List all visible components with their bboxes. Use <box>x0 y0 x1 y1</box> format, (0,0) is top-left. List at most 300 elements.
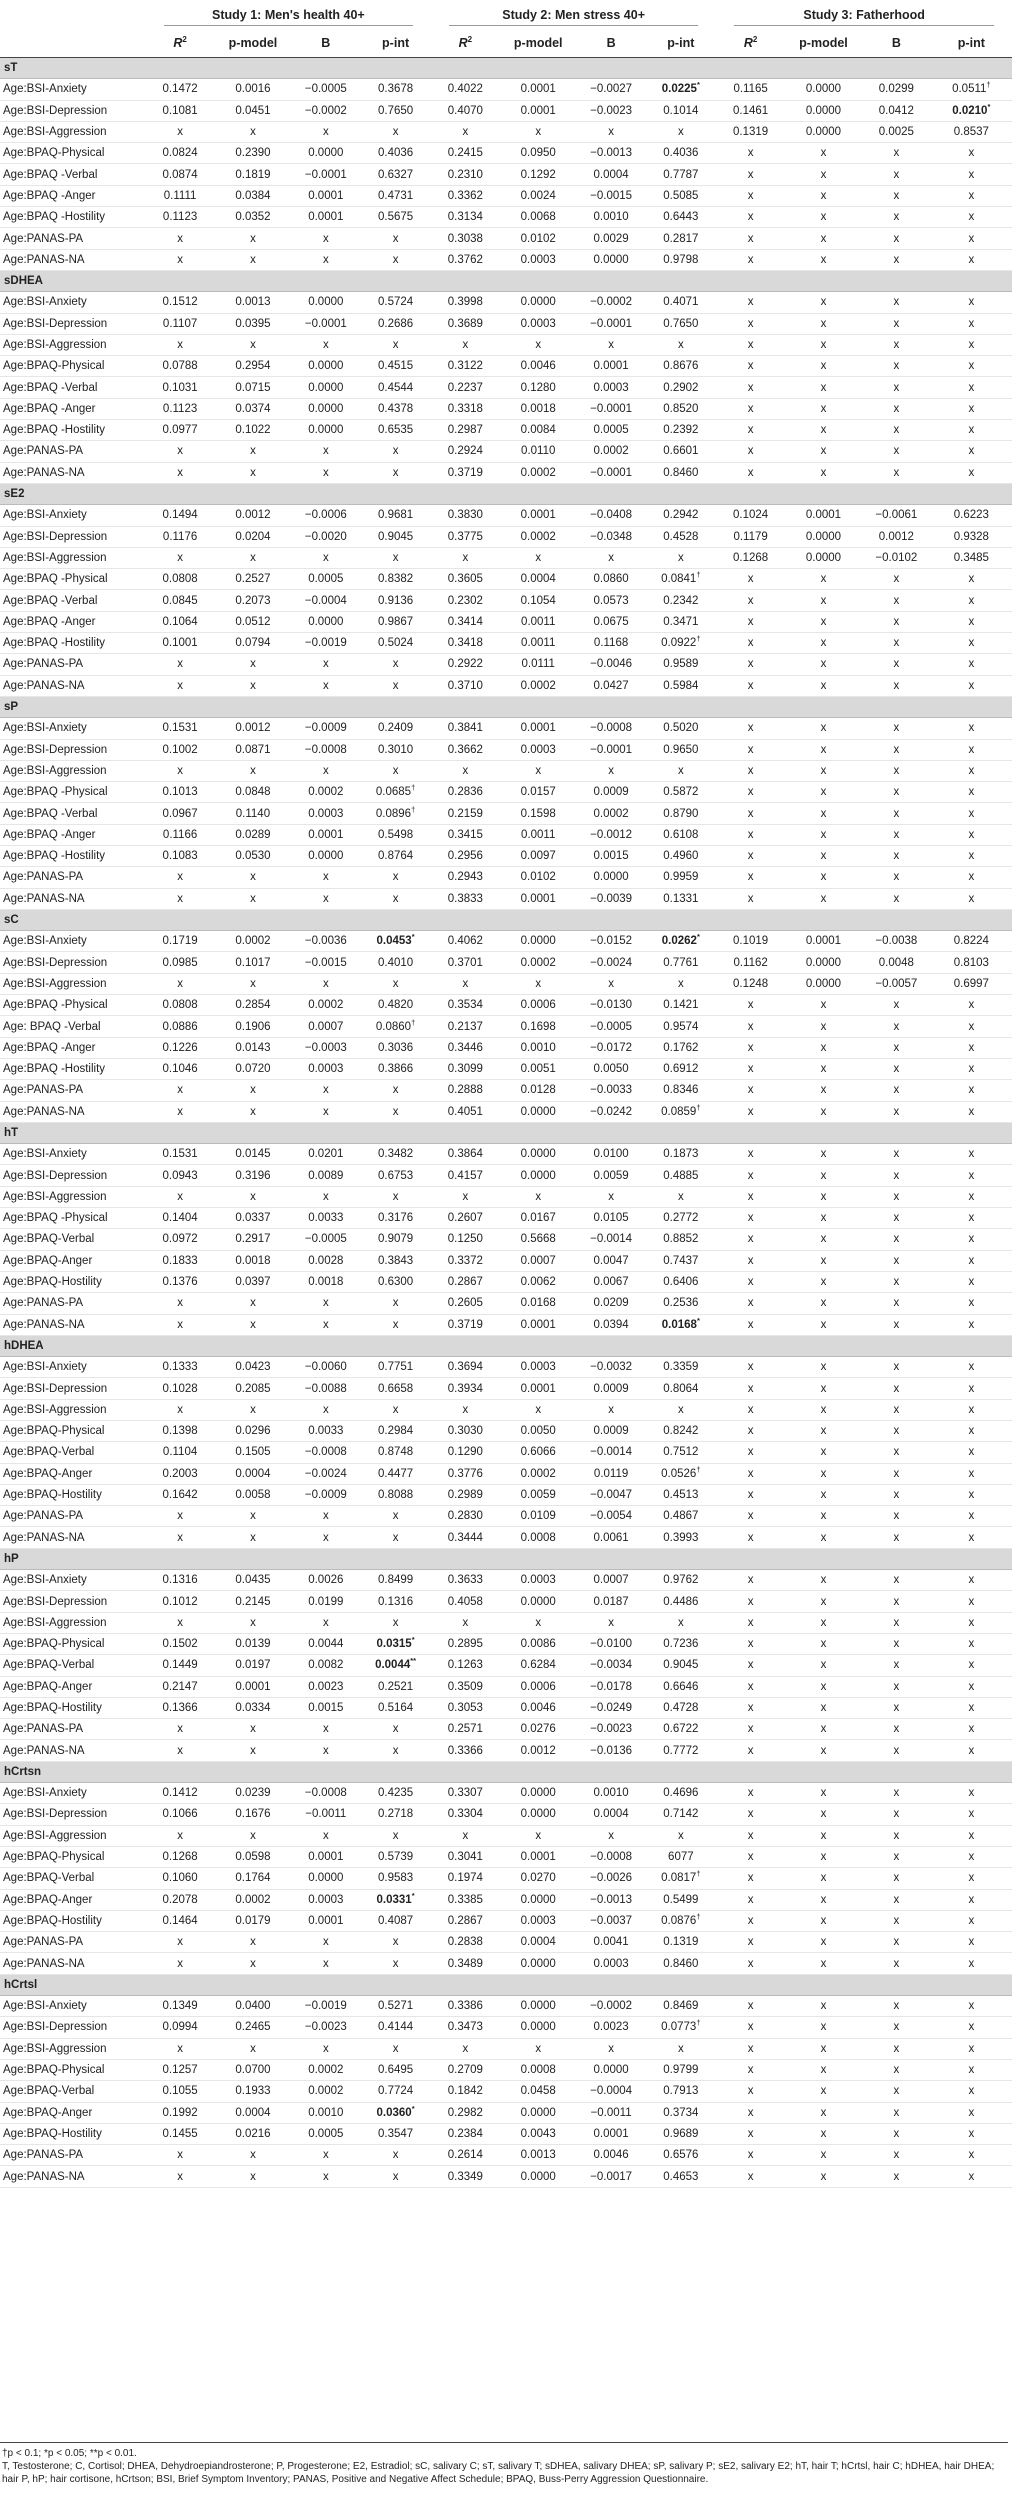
table-cell: 0.0685† <box>360 782 431 803</box>
table-cell: x <box>431 1186 500 1207</box>
table-cell: 0.0145 <box>214 1144 291 1165</box>
table-cell: 0.5024 <box>360 633 431 654</box>
table-cell: x <box>716 1208 785 1229</box>
table-cell: 0.0360* <box>360 2102 431 2123</box>
table-row <box>0 207 1012 228</box>
table-cell: 0.4960 <box>645 845 716 866</box>
table-cell: 0.1819 <box>214 164 291 185</box>
table-cell: x <box>645 1825 716 1846</box>
table-cell: x <box>785 2081 862 2102</box>
table-cell: x <box>291 675 360 696</box>
table-cell: −0.0038 <box>862 931 931 952</box>
table-cell: x <box>785 292 862 313</box>
table-row <box>0 1186 1012 1207</box>
table-cell: 0.0002 <box>291 2081 360 2102</box>
table-cell: 0.1319 <box>645 1932 716 1953</box>
table-cell: 0.4378 <box>360 398 431 419</box>
table-cell: x <box>291 1527 360 1548</box>
table-cell: x <box>931 611 1012 632</box>
row-label: Age:BPAQ -Verbal <box>0 377 146 398</box>
table-cell: x <box>431 1399 500 1420</box>
table-cell: 0.0824 <box>146 143 215 164</box>
table-cell: 0.2954 <box>214 356 291 377</box>
table-cell: x <box>862 185 931 206</box>
table-cell: x <box>645 547 716 568</box>
table-cell: −0.0023 <box>577 100 646 121</box>
row-label: Age:BSI-Depression <box>0 313 146 334</box>
table-cell: 0.0002 <box>500 675 577 696</box>
table-cell: x <box>716 1421 785 1442</box>
table-cell: 0.0001 <box>500 1378 577 1399</box>
table-cell: −0.0017 <box>577 2166 646 2187</box>
table-cell: x <box>716 2059 785 2080</box>
table-cell: 0.8382 <box>360 569 431 590</box>
table-cell: x <box>931 1144 1012 1165</box>
table-cell: x <box>862 143 931 164</box>
table-row <box>0 1463 1012 1484</box>
table-cell: 0.1494 <box>146 505 215 526</box>
table-cell: 0.0197 <box>214 1655 291 1676</box>
table-cell: 0.0187 <box>577 1591 646 1612</box>
section-label: hT <box>0 1122 1012 1143</box>
table-cell: 0.6646 <box>645 1676 716 1697</box>
table-cell: x <box>785 1208 862 1229</box>
row-label: Age:BPAQ -Hostility <box>0 845 146 866</box>
table-cell: 0.4820 <box>360 995 431 1016</box>
table-cell: 0.0977 <box>146 420 215 441</box>
table-cell: 0.3444 <box>431 1527 500 1548</box>
table-cell: x <box>214 1740 291 1761</box>
table-cell: 0.0395 <box>214 313 291 334</box>
row-label: Age:BSI-Anxiety <box>0 931 146 952</box>
table-cell: x <box>291 1293 360 1314</box>
table-cell: 0.2924 <box>431 441 500 462</box>
table-row <box>0 1825 1012 1846</box>
table-cell: x <box>862 1996 931 2017</box>
table-cell: x <box>291 1314 360 1335</box>
column-header-blank <box>0 29 146 58</box>
table-cell: −0.0001 <box>577 739 646 760</box>
table-row <box>0 100 1012 121</box>
table-cell: x <box>146 1932 215 1953</box>
table-cell: x <box>716 1463 785 1484</box>
table-cell: 0.2686 <box>360 313 431 334</box>
table-cell: 0.0011 <box>500 824 577 845</box>
table-cell: 0.0453* <box>360 931 431 952</box>
table-cell: 0.1054 <box>500 590 577 611</box>
table-cell: x <box>716 1357 785 1378</box>
table-cell: −0.0005 <box>577 1016 646 1037</box>
table-cell: x <box>785 1932 862 1953</box>
table-row <box>0 1399 1012 1420</box>
row-label: Age:BPAQ-Anger <box>0 2102 146 2123</box>
table-cell: 0.1449 <box>146 1655 215 1676</box>
row-label: Age:BSI-Anxiety <box>0 79 146 100</box>
row-label: Age:BPAQ-Verbal <box>0 1655 146 1676</box>
table-cell: −0.0003 <box>291 1037 360 1058</box>
table-cell: x <box>862 2145 931 2166</box>
table-cell: 0.1316 <box>146 1570 215 1591</box>
table-cell: 0.0000 <box>291 420 360 441</box>
table-cell: x <box>785 654 862 675</box>
table-row <box>0 611 1012 632</box>
table-cell: 0.0007 <box>291 1016 360 1037</box>
table-cell: 0.9136 <box>360 590 431 611</box>
table-cell: 0.0012 <box>214 505 291 526</box>
table-cell: 0.6576 <box>645 2145 716 2166</box>
table-row <box>0 633 1012 654</box>
table-cell: 0.1140 <box>214 803 291 824</box>
table-cell: x <box>931 654 1012 675</box>
table-cell: 0.3362 <box>431 185 500 206</box>
table-cell: 0.0001 <box>500 1314 577 1335</box>
table-cell: x <box>716 143 785 164</box>
table-cell: −0.0152 <box>577 931 646 952</box>
row-label: Age:PANAS-PA <box>0 1293 146 1314</box>
table-cell: 0.9328 <box>931 526 1012 547</box>
table-cell: 0.0058 <box>214 1484 291 1505</box>
table-cell: x <box>862 867 931 888</box>
table-cell: 0.3053 <box>431 1697 500 1718</box>
table-cell: x <box>214 334 291 355</box>
table-cell: 0.1024 <box>716 505 785 526</box>
table-cell: x <box>785 334 862 355</box>
table-cell: x <box>291 441 360 462</box>
table-cell: −0.0008 <box>577 1846 646 1867</box>
row-label: Age:PANAS-NA <box>0 1953 146 1974</box>
table-cell: x <box>146 654 215 675</box>
table-cell: x <box>785 1058 862 1079</box>
table-cell: x <box>214 1399 291 1420</box>
table-cell: x <box>500 760 577 781</box>
table-row <box>0 249 1012 270</box>
table-cell: −0.0019 <box>291 1996 360 2017</box>
table-cell: x <box>716 718 785 739</box>
table-cell: 0.1764 <box>214 1868 291 1889</box>
table-cell: 0.0062 <box>500 1271 577 1292</box>
table-cell: 0.3833 <box>431 888 500 909</box>
table-cell: 0.6997 <box>931 973 1012 994</box>
table-cell: 0.3993 <box>645 1527 716 1548</box>
table-row <box>0 952 1012 973</box>
table-cell: x <box>862 1570 931 1591</box>
table-cell: 0.9867 <box>360 611 431 632</box>
table-cell: x <box>931 249 1012 270</box>
table-cell: 0.6406 <box>645 1271 716 1292</box>
table-cell: 0.0003 <box>500 1910 577 1931</box>
table-cell: x <box>716 292 785 313</box>
row-label: Age:BSI-Depression <box>0 1804 146 1825</box>
table-cell: x <box>360 441 431 462</box>
table-cell: 0.0013 <box>214 292 291 313</box>
table-cell: 0.0011 <box>500 633 577 654</box>
table-cell: −0.0005 <box>291 1229 360 1250</box>
table-cell: 0.5724 <box>360 292 431 313</box>
table-cell: x <box>862 164 931 185</box>
table-cell: 0.0109 <box>500 1506 577 1527</box>
table-cell: 0.1226 <box>146 1037 215 1058</box>
row-label: Age:BPAQ-Physical <box>0 1846 146 1867</box>
table-row <box>0 1421 1012 1442</box>
table-cell: x <box>716 1016 785 1037</box>
table-cell: x <box>931 1016 1012 1037</box>
table-cell: 0.4022 <box>431 79 500 100</box>
table-cell: 0.2409 <box>360 718 431 739</box>
table-cell: x <box>716 824 785 845</box>
table-cell: 0.3349 <box>431 2166 500 2187</box>
table-cell: x <box>291 973 360 994</box>
table-cell: x <box>862 611 931 632</box>
table-cell: 0.0876† <box>645 1910 716 1931</box>
table-cell: 0.2987 <box>431 420 500 441</box>
table-cell: 0.0046 <box>500 356 577 377</box>
row-label: Age:BSI-Depression <box>0 1378 146 1399</box>
table-cell: 0.0033 <box>291 1421 360 1442</box>
table-cell: 0.7142 <box>645 1804 716 1825</box>
table-cell: x <box>360 1825 431 1846</box>
table-cell: 0.2867 <box>431 1910 500 1931</box>
row-label: Age:BPAQ-Physical <box>0 356 146 377</box>
table-cell: 0.0005 <box>577 420 646 441</box>
table-cell: 0.2942 <box>645 505 716 526</box>
table-cell: x <box>931 2017 1012 2038</box>
table-cell: 0.0512 <box>214 611 291 632</box>
table-cell: x <box>214 675 291 696</box>
table-cell: 0.0086 <box>500 1633 577 1654</box>
table-cell: x <box>645 1399 716 1420</box>
table-cell: x <box>785 1846 862 1867</box>
table-cell: 0.0046 <box>500 1697 577 1718</box>
table-cell: 0.0845 <box>146 590 215 611</box>
section-label: sDHEA <box>0 270 1012 291</box>
row-label: Age:PANAS-NA <box>0 888 146 909</box>
table-row <box>0 888 1012 909</box>
table-cell: 0.6223 <box>931 505 1012 526</box>
table-cell: 0.0010 <box>291 2102 360 2123</box>
table-cell: 0.0004 <box>214 2102 291 2123</box>
table-cell: x <box>931 590 1012 611</box>
table-cell: 0.2237 <box>431 377 500 398</box>
table-cell: x <box>785 1442 862 1463</box>
table-cell: x <box>716 1399 785 1420</box>
table-cell: 0.2390 <box>214 143 291 164</box>
table-cell: x <box>862 1058 931 1079</box>
table-cell: x <box>716 569 785 590</box>
table-cell: 0.0050 <box>577 1058 646 1079</box>
table-row <box>0 1655 1012 1676</box>
row-label: Age:BPAQ-Physical <box>0 2059 146 2080</box>
table-cell: x <box>862 1910 931 1931</box>
table-cell: −0.0002 <box>577 292 646 313</box>
table-cell: x <box>862 313 931 334</box>
table-cell: −0.0054 <box>577 1506 646 1527</box>
table-cell: 0.0000 <box>785 973 862 994</box>
row-label: Age:BPAQ-Physical <box>0 1633 146 1654</box>
table-cell: 0.1316 <box>360 1591 431 1612</box>
table-cell: x <box>862 2123 931 2144</box>
row-label: Age:BSI-Aggression <box>0 760 146 781</box>
table-cell: 0.0001 <box>291 824 360 845</box>
table-cell: 0.0808 <box>146 995 215 1016</box>
table-cell: x <box>862 590 931 611</box>
table-cell: 0.2302 <box>431 590 500 611</box>
table-cell: 0.0044 <box>291 1633 360 1654</box>
table-cell: 0.1250 <box>431 1229 500 1250</box>
table-cell: x <box>716 1080 785 1101</box>
table-cell: x <box>862 1101 931 1122</box>
table-cell: x <box>785 1953 862 1974</box>
table-cell: 0.4528 <box>645 526 716 547</box>
table-cell: x <box>291 462 360 483</box>
row-label: Age:BPAQ -Hostility <box>0 633 146 654</box>
table-cell: x <box>862 441 931 462</box>
table-cell: 0.0007 <box>500 1250 577 1271</box>
table-cell: 0.9079 <box>360 1229 431 1250</box>
table-cell: x <box>931 1463 1012 1484</box>
table-cell: 0.2718 <box>360 1804 431 1825</box>
table-cell: 0.0004 <box>214 1463 291 1484</box>
table-cell: 0.2982 <box>431 2102 500 2123</box>
table-cell: x <box>214 1314 291 1335</box>
table-cell: x <box>716 1910 785 1931</box>
table-cell: 0.0000 <box>785 547 862 568</box>
table-cell: x <box>785 398 862 419</box>
table-cell: 0.0025 <box>862 121 931 142</box>
row-label: Age:PANAS-PA <box>0 1932 146 1953</box>
table-cell: x <box>931 803 1012 824</box>
table-cell: 0.3605 <box>431 569 500 590</box>
table-cell: 0.2989 <box>431 1484 500 1505</box>
table-cell: 0.1001 <box>146 633 215 654</box>
table-cell: x <box>862 845 931 866</box>
table-cell: 0.2159 <box>431 803 500 824</box>
table-cell: 0.1505 <box>214 1442 291 1463</box>
table-cell: x <box>785 1697 862 1718</box>
table-row <box>0 1484 1012 1505</box>
table-cell: −0.0006 <box>291 505 360 526</box>
table-cell: 0.0394 <box>577 1314 646 1335</box>
table-row <box>0 718 1012 739</box>
table-cell: x <box>146 1612 215 1633</box>
table-cell: x <box>931 441 1012 462</box>
table-cell: −0.0024 <box>577 952 646 973</box>
table-cell: 0.3710 <box>431 675 500 696</box>
table-cell: x <box>862 292 931 313</box>
table-cell: 0.1512 <box>146 292 215 313</box>
table-cell: x <box>716 633 785 654</box>
table-cell: 0.0048 <box>862 952 931 973</box>
table-cell: x <box>785 2145 862 2166</box>
table-cell: 0.7913 <box>645 2081 716 2102</box>
table-row <box>0 1101 1012 1122</box>
table-cell: x <box>931 1250 1012 1271</box>
table-cell: 0.1081 <box>146 100 215 121</box>
row-label: Age:BPAQ -Physical <box>0 569 146 590</box>
table-cell: 0.0033 <box>291 1208 360 1229</box>
table-cell: 0.3830 <box>431 505 500 526</box>
table-cell: x <box>146 760 215 781</box>
table-cell: 0.1019 <box>716 931 785 952</box>
table-cell: x <box>785 1399 862 1420</box>
column-header-p-model: p-model <box>500 29 577 58</box>
table-row <box>0 675 1012 696</box>
row-label: Age:BPAQ-Anger <box>0 1889 146 1910</box>
table-cell: 0.9762 <box>645 1570 716 1591</box>
table-cell: −0.0039 <box>577 888 646 909</box>
table-row <box>0 845 1012 866</box>
table-cell: 0.1263 <box>431 1655 500 1676</box>
table-cell: x <box>862 1186 931 1207</box>
table-cell: x <box>716 1740 785 1761</box>
table-row <box>0 526 1012 547</box>
section-header-sT <box>0 58 1012 79</box>
table-cell: x <box>291 1399 360 1420</box>
table-cell: 0.0157 <box>500 782 577 803</box>
table-cell: x <box>862 1846 931 1867</box>
table-cell: 0.0016 <box>214 79 291 100</box>
table-row <box>0 1633 1012 1654</box>
table-cell: 0.0675 <box>577 611 646 632</box>
table-cell: 0.8520 <box>645 398 716 419</box>
table-cell: x <box>785 1314 862 1335</box>
table-cell: 0.4867 <box>645 1506 716 1527</box>
table-cell: x <box>360 1932 431 1953</box>
row-label: Age:PANAS-PA <box>0 2145 146 2166</box>
table-cell: x <box>785 1101 862 1122</box>
table-cell: 0.1123 <box>146 207 215 228</box>
table-cell: x <box>785 1421 862 1442</box>
table-cell: x <box>716 420 785 441</box>
table-cell: x <box>214 228 291 249</box>
table-cell: x <box>785 1016 862 1037</box>
table-row <box>0 931 1012 952</box>
table-cell: 0.0412 <box>862 100 931 121</box>
table-cell: −0.0242 <box>577 1101 646 1122</box>
table-cell: 0.3482 <box>360 1144 431 1165</box>
table-cell: −0.0023 <box>577 1719 646 1740</box>
table-cell: x <box>862 1633 931 1654</box>
table-cell: x <box>862 633 931 654</box>
table-cell: 0.6300 <box>360 1271 431 1292</box>
table-cell: 0.0010 <box>577 1783 646 1804</box>
row-label: Age:BPAQ -Physical <box>0 995 146 1016</box>
section-label: sE2 <box>0 483 1012 504</box>
row-label: Age:BSI-Anxiety <box>0 292 146 313</box>
table-cell: 0.1464 <box>146 1910 215 1931</box>
table-cell: x <box>862 1378 931 1399</box>
table-cell: 0.8346 <box>645 1080 716 1101</box>
table-cell: x <box>785 611 862 632</box>
table-cell: 0.0296 <box>214 1421 291 1442</box>
table-cell: x <box>931 313 1012 334</box>
table-cell: x <box>716 2017 785 2038</box>
table-cell: x <box>785 675 862 696</box>
table-cell: x <box>291 1932 360 1953</box>
table-cell: x <box>716 1804 785 1825</box>
table-cell: x <box>862 1953 931 1974</box>
table-cell: −0.0013 <box>577 143 646 164</box>
table-cell: x <box>931 845 1012 866</box>
table-cell: x <box>862 1655 931 1676</box>
table-row <box>0 462 1012 483</box>
table-cell: 0.0011 <box>500 611 577 632</box>
table-cell: x <box>931 1655 1012 1676</box>
table-cell: 0.4087 <box>360 1910 431 1931</box>
table-cell: 0.1179 <box>716 526 785 547</box>
table-cell: x <box>214 1293 291 1314</box>
table-cell: x <box>716 1633 785 1654</box>
row-label: Age:PANAS-PA <box>0 1506 146 1527</box>
